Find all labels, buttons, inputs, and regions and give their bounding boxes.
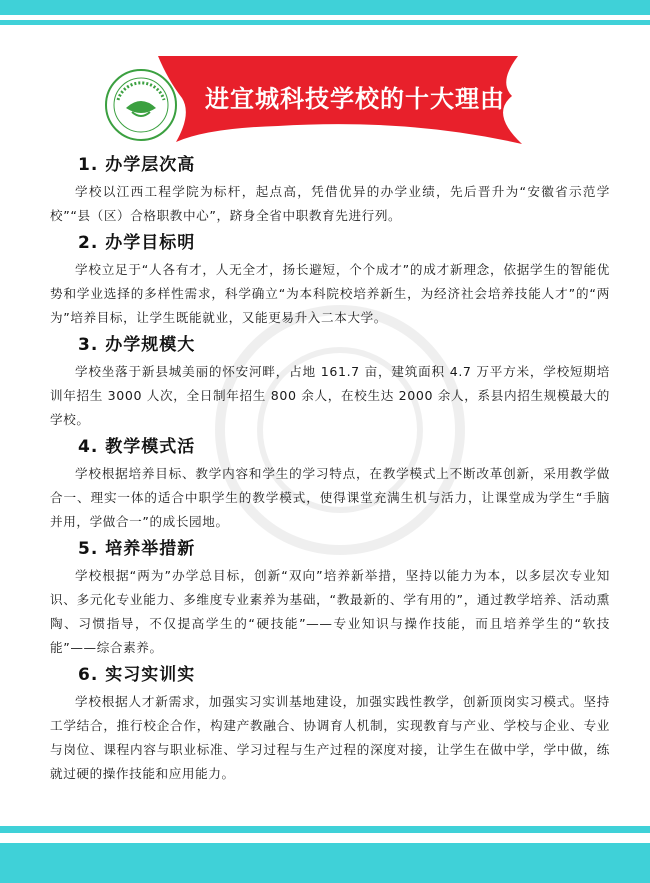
page-title: 进宜城科技学校的十大理由 bbox=[205, 84, 505, 113]
reason-section bbox=[50, 536, 610, 660]
section-body: 学校根据人才新需求，加强实习实训基地建设，加强实践性教学，创新顶岗实习模式。坚持工学结合，推行校企合作，构建产教融合、协调育人机制，实现教育与产业、学校与企业、专业与岗位、课程内容与职业标准、学习过程与生产过程的深度对接，让学生在做中学，学中做，练就过硬的操作技能和应用能力。 bbox=[50, 694, 610, 781]
reason-section bbox=[50, 332, 610, 432]
section-body: 学校根据“两为”办学总目标，创新“双向”培养新举措，坚持以能力为本，以多层次专业知识、多元化专业能力、多维度专业素养为基础，“教最新的、学有用的”，通过教学培养、活动熏陶、习惯指导，不仅提高学生的“硬技能”——专业知识与操作技能，而且培养学生的“软技能”——综合素养。 bbox=[50, 568, 610, 655]
reason-section bbox=[50, 152, 610, 228]
section-title: 5. 培养举措新 bbox=[78, 539, 196, 559]
section-title: 3. 办学规模大 bbox=[78, 335, 196, 355]
section-title: 1. 办学层次高 bbox=[78, 155, 196, 175]
top-accent-bar bbox=[0, 0, 650, 15]
section-body: 学校立足于“人各有才，人无全才，扬长避短，个个成才”的成才新理念，依据学生的智能优势和学业选择的多样性需求，科学确立“为本科院校培养新生，为经济社会培养技能人才”的“两为”培养目标，让学生既能就业，又能更易升入二本大学。 bbox=[50, 262, 610, 325]
reason-section bbox=[50, 662, 610, 786]
reason-section bbox=[50, 434, 610, 534]
section-body: 学校坐落于新县城美丽的怀安河畔，占地 161.7 亩，建筑面积 4.7 万平方米，学校短期培训年招生 3000 人次，全日制年招生 800 余人，在校生达 2000 余人，系县内招生规模最大的学校。 bbox=[50, 364, 610, 427]
bottom-accent-bar bbox=[0, 843, 650, 883]
bottom-accent-line bbox=[0, 826, 650, 833]
section-body: 学校以江西工程学院为标杆，起点高，凭借优异的办学业绩，先后晋升为“安徽省示范学校”“县（区）合格职教中心”，跻身全省中职教育先进行列。 bbox=[50, 184, 610, 223]
section-title: 2. 办学目标明 bbox=[78, 233, 196, 253]
reasons-list bbox=[50, 152, 610, 788]
section-title: 4. 教学模式活 bbox=[78, 437, 196, 457]
section-body: 学校根据培养目标、教学内容和学生的学习特点，在教学模式上不断改革创新，采用教学做合一、理实一体的适合中职学生的教学模式，使得课堂充满生机与活力，让课堂成为学生“手脑并用，学做合一”的成长园地。 bbox=[50, 466, 610, 529]
top-accent-line bbox=[0, 20, 650, 25]
section-title: 6. 实习实训实 bbox=[78, 665, 196, 685]
reason-section bbox=[50, 230, 610, 330]
